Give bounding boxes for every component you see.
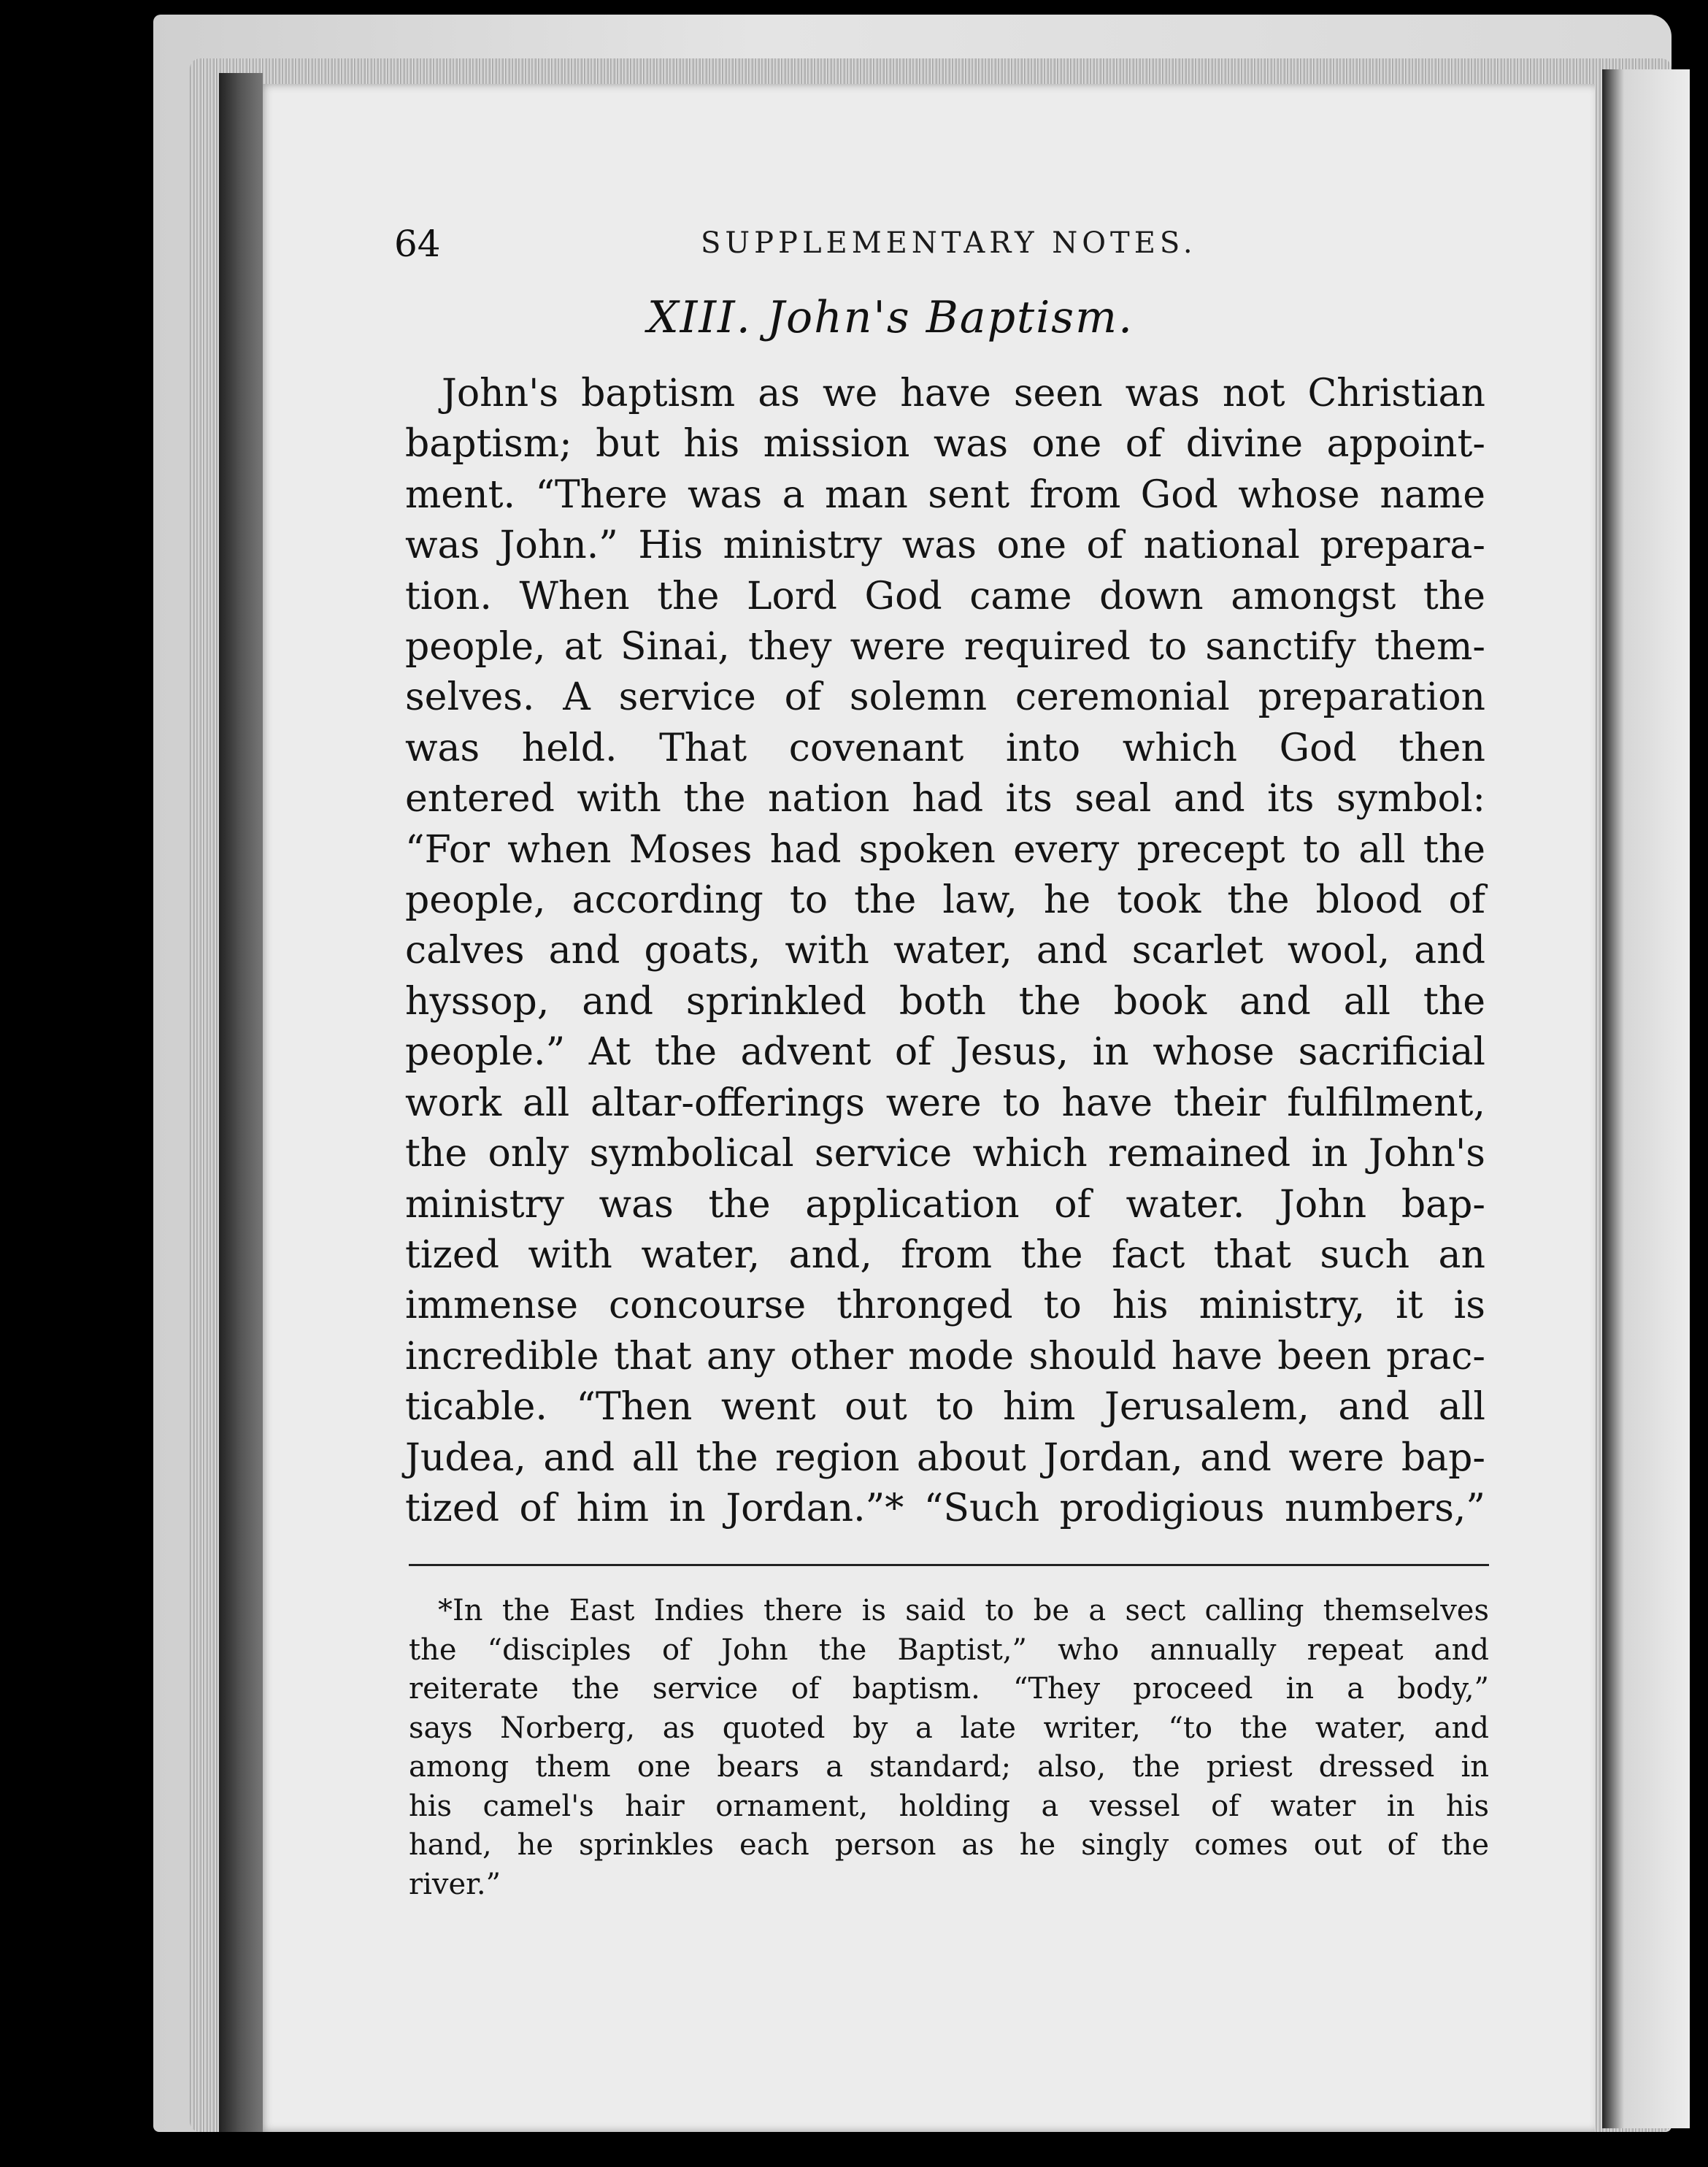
footnote bbox=[409, 1592, 1489, 1904]
binding-shadow bbox=[219, 73, 263, 2132]
footnote-rule bbox=[409, 1564, 1489, 1566]
body-line: people, at Sinai, they were required to sanctify them- bbox=[405, 625, 1485, 670]
footnote-line: his camel's hair ornament, holding a vessel of water in his bbox=[409, 1789, 1489, 1823]
section-title: XIII. John's Baptism. bbox=[647, 292, 1134, 343]
body-line: people.” At the advent of Jesus, in whose sacrificial bbox=[405, 1030, 1485, 1075]
body-line: calves and goats, with water, and scarlet wool, and bbox=[405, 929, 1485, 973]
facing-page-edge bbox=[1602, 69, 1690, 2128]
body-line: tion. When the Lord God came down amongst the bbox=[405, 574, 1485, 618]
body-line: selves. A service of solemn ceremonial preparation bbox=[405, 675, 1485, 720]
body-line: ministry was the application of water. John bap- bbox=[405, 1182, 1485, 1227]
body-line: hyssop, and sprinkled both the book and all the bbox=[405, 979, 1485, 1024]
body-line: was held. That covenant into which God then bbox=[405, 726, 1485, 770]
body-text bbox=[405, 369, 1485, 1534]
body-line: work all altar-offerings were to have their fulfilment, bbox=[405, 1081, 1485, 1125]
footnote-line: the “disciples of John the Baptist,” who annually repeat and bbox=[409, 1633, 1489, 1667]
footnote-line: *In the East Indies there is said to be a sect calling themselves bbox=[438, 1594, 1489, 1627]
body-line: John's baptism as we have seen was not Christian bbox=[442, 372, 1485, 415]
body-line: ticable. “Then went out to him Jerusalem, and all bbox=[405, 1385, 1485, 1430]
footnote-line: reiterate the service of baptism. “They proceed in a body,” bbox=[409, 1672, 1489, 1706]
body-line: tized with water, and, from the fact that such an bbox=[405, 1232, 1485, 1277]
page-number: 64 bbox=[394, 223, 441, 265]
body-line: ment. “There was a man sent from God whose name bbox=[405, 472, 1485, 517]
body-line: “For when Moses had spoken every precept to all the bbox=[405, 827, 1485, 872]
body-line: tized of him in Jordan.”* “Such prodigious numbers,” bbox=[405, 1486, 1485, 1530]
body-line: entered with the nation had its seal and its symbol: bbox=[405, 777, 1485, 821]
body-line: was John.” His ministry was one of national prepara- bbox=[405, 523, 1485, 568]
running-head: SUPPLEMENTARY NOTES. bbox=[701, 226, 1197, 260]
body-line: incredible that any other mode should have been prac- bbox=[405, 1334, 1485, 1378]
footnote-line: river.” bbox=[409, 1867, 501, 1901]
body-line: the only symbolical service which remained in John's bbox=[405, 1132, 1485, 1176]
body-line: people, according to the law, he took the blood of bbox=[405, 878, 1485, 923]
body-line: Judea, and all the region about Jordan, and were bap- bbox=[405, 1435, 1485, 1480]
footnote-line: hand, he sprinkles each person as he singly comes out of the bbox=[409, 1828, 1489, 1862]
body-line: immense concourse thronged to his ministry, it is bbox=[405, 1284, 1485, 1328]
body-line: baptism; but his mission was one of divine appoint- bbox=[405, 422, 1485, 467]
footnote-line: says Norberg, as quoted by a late writer, “to the water, and bbox=[409, 1711, 1489, 1745]
footnote-line: among them one bears a standard; also, the priest dressed in bbox=[409, 1750, 1489, 1784]
